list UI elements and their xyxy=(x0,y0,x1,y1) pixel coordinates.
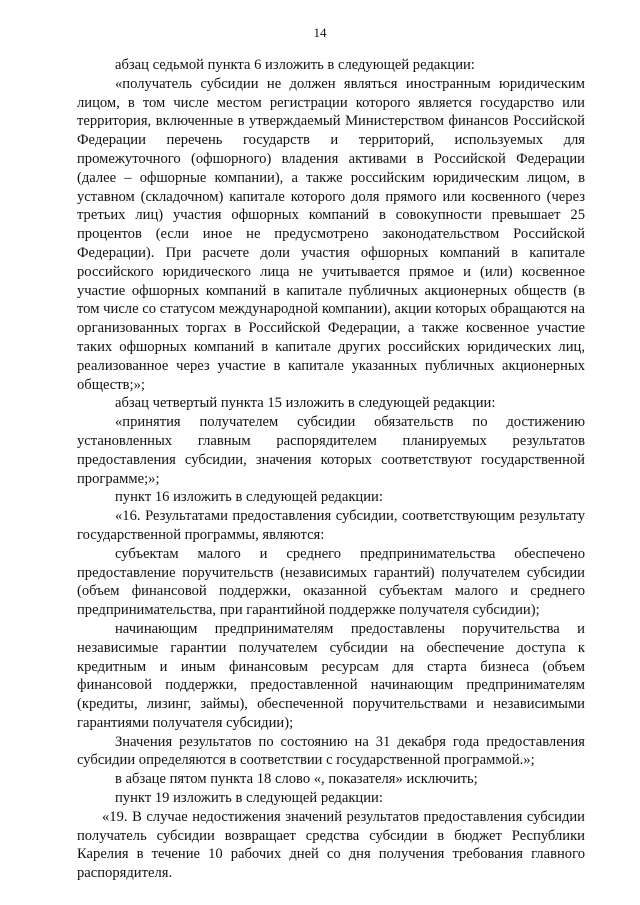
paragraph-subsidy-results-heading: «16. Результатами предоставления субсидии, соответствующим результату государственной программы, являются: xyxy=(77,508,585,543)
paragraph-obligations-acceptance: «принятия получателем субсидии обязательств по достижению установленных главным распорядителем планируемых результатов предоставления субсидии, значения которых соответствуют государственной программе;»; xyxy=(77,414,585,487)
document-body xyxy=(77,56,585,883)
page-number: 14 xyxy=(313,25,327,40)
paragraph-result-values-date: Значения результатов по состоянию на 31 декабря года предоставления субсидии определяются в соответствии с государственной программой.»; xyxy=(77,733,585,769)
paragraph-startup-guarantees-result: начинающим предпринимателям предоставлены поручительства и независимые гарантии получателем субсидии на обеспечение доступа к кредитным и иным финансовым ресурсам для старта бизнеса (объем финансовой поддержки, предоставленной начинающим предпринимателям (кредиты, лизинг, займы), обеспеченной поручительствами и независимыми гарантиями получателя субсидии); xyxy=(77,620,585,731)
paragraph-subsidy-refund: «19. В случае недостижения значений результатов предоставления субсидии получатель субсидии возвращает средства субсидии в бюджет Республики Карелия в течение 10 рабочих дней со дня получения требования главного распорядителя. xyxy=(77,808,585,882)
paragraph-amendment-p19-intro: пункт 19 изложить в следующей редакции: xyxy=(115,790,383,807)
paragraph-amendment-p6-intro: абзац седьмой пункта 6 изложить в следующей редакции: xyxy=(115,57,475,73)
paragraph-amendment-p18: в абзаце пятом пункта 18 слово «, показателя» исключить; xyxy=(115,771,478,788)
paragraph-offshore-requirement: «получатель субсидии не должен являться иностранным юридическим лицом, в том числе местом регистрации которого является государство или территория, включенные в утверждаемый Министерством финансов Российской Федерации перечень государств и территорий, используемых для промежуточного (офшорного) владения активами в Российской Федерации (далее – офшорные компании), а также российским юридическим лицом, в уставном (складочном) капитале которого доля прямого или косвенного (через третьих лиц) участия офшорных компаний в совокупности превышает 25 процентов (если иное не предусмотрено законодательством Российской Федерации). При расчете доли участия офшорных компаний в капитале российского юридического лица не учитывается прямое и (или) косвенное участие офшорных компаний в капитале публичных акционерных обществ (в том числе со статусом международной компании), акции которых обращаются на организованных торгах в Российской Федерации, а также косвенное участие таких офшорных компаний в капитале других российских юридических лиц, реализованное через участие в капитале указанных публичных акционерных обществ;»; xyxy=(77,75,585,393)
paragraph-amendment-p15-intro: абзац четвертый пункта 15 изложить в следующей редакции: xyxy=(115,395,496,412)
paragraph-amendment-p16-intro: пункт 16 изложить в следующей редакции: xyxy=(115,489,383,506)
paragraph-sme-guarantees-result: субъектам малого и среднего предпринимательства обеспечено предоставление поручительств (независимых гарантий) получателем субсидии (объем финансовой поддержки, оказанной субъектам малого и среднего предпринимательства, при гарантийной поддержке получателя субсидии); xyxy=(77,545,585,619)
